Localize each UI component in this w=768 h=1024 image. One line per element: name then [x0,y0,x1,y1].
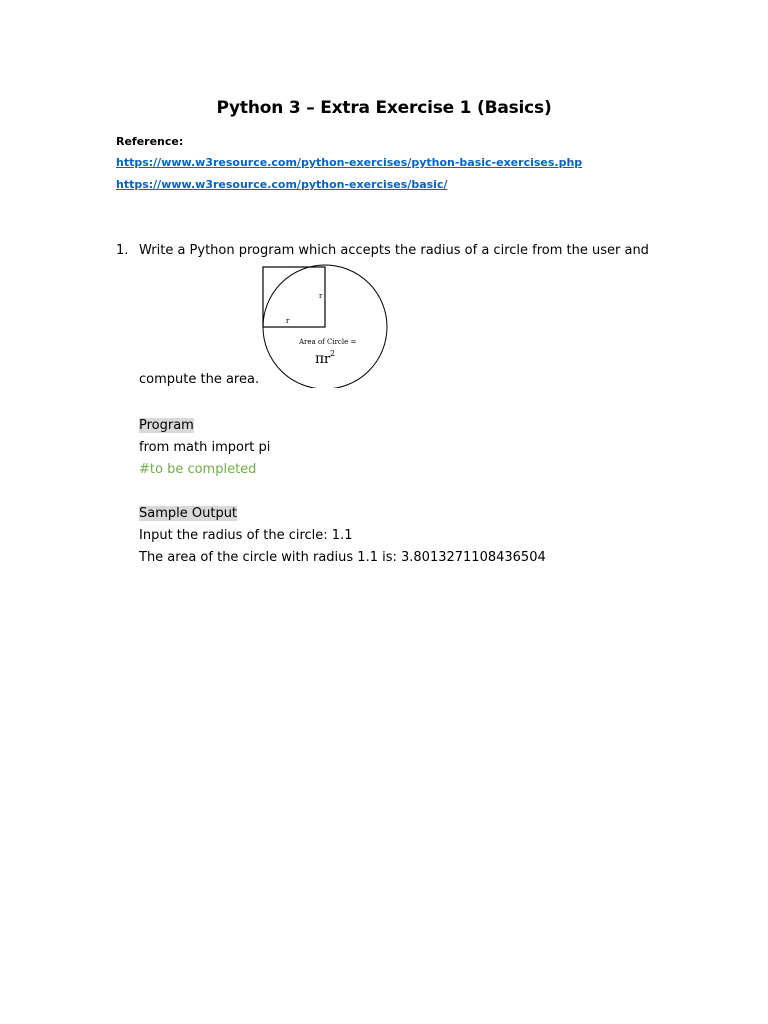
reference-label: Reference: [116,135,184,148]
question-text-continued: compute the area. [139,372,260,387]
question-number: 1. [116,243,129,258]
formula-exponent: 2 [330,349,336,358]
code-comment-line: #to be completed [139,462,257,477]
code-import-line: from math import pi [139,440,271,455]
reference-link-basic[interactable]: https://www.w3resource.com/python-exercises/basic/ [116,178,448,191]
radius-square [263,267,325,327]
radius-label-vertical: r [319,292,323,300]
sample-input-line: Input the radius of the circle: 1.1 [139,528,353,543]
radius-label-horizontal: r [286,317,290,325]
reference-link-basic-exercises[interactable]: https://www.w3resource.com/python-exercises/python-basic-exercises.php [116,156,583,169]
sample-output-line: The area of the circle with radius 1.1 is: 3.8013271108436504 [139,550,546,565]
program-heading [139,418,194,433]
sample-output-heading [139,506,237,521]
area-label: Area of Circle = [299,338,357,346]
page-title: Python 3 – Extra Exercise 1 (Basics) [216,98,552,118]
formula-pi: π [315,351,325,367]
question-text: Write a Python program which accepts the radius of a circle from the user and [139,243,649,258]
formula-r: r [324,352,331,367]
sample-output-heading-label: Sample Output [139,506,238,521]
program-heading-label: Program [139,418,194,433]
circle-area-diagram [258,262,392,388]
